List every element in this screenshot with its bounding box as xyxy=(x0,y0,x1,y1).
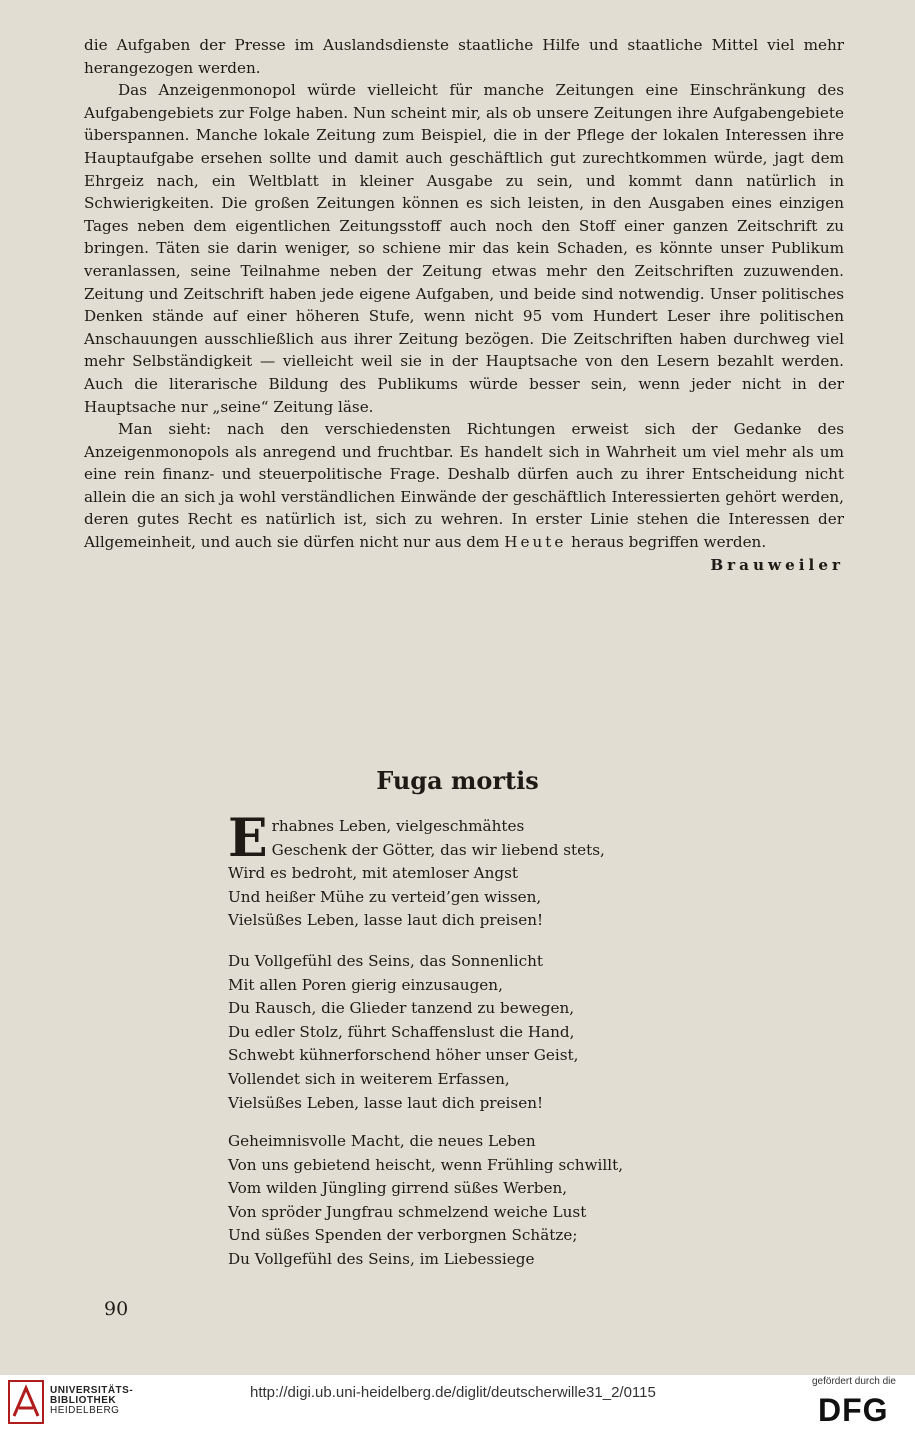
paragraph-2: Das Anzeigenmonopol würde vielleicht für manche Zeitungen eine Einschränkung des Aufgabengebiets zur Folge haben. Nun scheint mir, als ob unsere Zeitungen ihre Aufgabengebiete überspannen. Manche lokale Zeitung zum Beispiel, die in der Pflege der lokalen Interessen ihre Hauptaufgabe ersehen sollte und damit auch geschäftlich gut zurechtkommen würde, jagt dem Ehrgeiz nach, ein Weltblatt in kleiner Ausgabe zu sein, und kommt dann natürlich in Schwierigkeiten. Die großen Zeitungen können es sich leisten, in den Ausgaben eines einzigen Tages neben dem eigentlichen Zeitungsstoff auch noch den Stoff einer ganzen Zeitschrift zu bringen. Täten sie darin weniger, so schiene mir das kein Schaden, es könnte unser Publikum veranlassen, seine Teilnahme neben der Zeitung etwas mehr den Zeitschriften zuzuwenden. Zeitung und Zeitschrift haben jede eigene Aufgaben, und beide sind notwendig. Unser politisches Denken stände auf einer höheren Stufe, wenn nicht 95 vom Hundert Leser ihre politischen Anschauungen ausschließlich aus ihrer Zeitung bezögen. Die Zeitschriften haben durchweg viel mehr Selbständigkeit — vielleicht weil sie in der Hauptsache von den Lesern bezahlt werden. Auch die literarische Bildung des Publikums würde besser sein, wenn jeder nicht in der Hauptsache nur „seine“ Zeitung läse. xyxy=(84,81,844,416)
essay-text xyxy=(84,34,844,576)
poem-stanza-2 xyxy=(228,950,788,1115)
institution-line-2: BIBLIOTHEK xyxy=(50,1395,117,1406)
institution-line-3: HEIDELBERG xyxy=(50,1405,120,1416)
funding-note: gefördert durch die xyxy=(812,1376,896,1387)
poem-line: Vielsüßes Leben, lasse laut dich preisen! xyxy=(228,1093,544,1112)
paragraph-3-text: Man sieht: nach den verschiedensten Richtungen erweist sich der Gedanke des Anzeigenmonopols als anregend und fruchtbar. Es handelt sich in Wahrheit um viel mehr als um eine rein finanz- und steuerpolitische Frage. Deshalb dürfen auch zu ihrer Entscheidung nicht allein die an sich ja wohl verständlichen Einwände der geschäftlich Interessierten gehört werden, deren gutes Recht es natürlich ist, sich zu wehren. In erster Linie stehen die Interessen der Allgemeinheit, und auch sie dürfen nicht nur aus dem xyxy=(84,420,844,552)
poem-line: Geheimnisvolle Macht, die neues Leben xyxy=(228,1132,536,1150)
poem-line: Du Rausch, die Glieder tanzend zu bewegen, xyxy=(228,999,575,1018)
poem-line: Du Vollgefühl des Seins, das Sonnenlicht xyxy=(228,952,543,970)
poem-line: Von uns gebietend heischt, wenn Frühling schwillt, xyxy=(228,1155,624,1174)
university-library-name xyxy=(50,1386,133,1416)
poem-stanza-1 xyxy=(228,808,788,933)
poem-line: Geschenk der Götter, das wir liebend stets, xyxy=(271,840,605,859)
permalink-url[interactable]: http://digi.ub.uni-heidelberg.de/diglit/deutscherwille31_2/0115 xyxy=(250,1384,656,1401)
poem-stanza-3 xyxy=(228,1130,788,1272)
poem-title: Fuga mortis xyxy=(376,766,539,795)
poem-line: Von spröder Jungfrau schmelzend weiche Lust xyxy=(228,1202,587,1221)
author-signature: Brauweiler xyxy=(710,555,844,574)
paragraph-3 xyxy=(84,418,844,574)
institution-line-1: UNIVERSITÄTS- xyxy=(50,1385,134,1396)
drop-cap: E xyxy=(228,808,268,869)
poem-line: Und heißer Mühe zu verteid’gen wissen, xyxy=(228,887,542,906)
poem-line: Mit allen Poren gierig einzusaugen, xyxy=(228,975,503,994)
poem-line: Schwebt kühnerforschend höher unser Geist, xyxy=(228,1046,579,1065)
emphasized-word: Heute xyxy=(504,533,567,552)
dfg-logo: DFG xyxy=(818,1392,889,1428)
poem-line: Du Vollgefühl des Seins, im Liebessiege xyxy=(228,1249,535,1268)
poem-line: Vollendet sich in weiterem Erfassen, xyxy=(228,1069,510,1088)
poem-line: rhabnes Leben, vielgeschmähtes xyxy=(271,817,525,835)
poem-line: Du edler Stolz, führt Schaffenslust die Hand, xyxy=(228,1022,575,1041)
poem-line: Und süßes Spenden der verborgnen Schätze; xyxy=(228,1226,578,1245)
paragraph-3-end: heraus begriffen werden. xyxy=(571,533,767,552)
paragraph-1: die Aufgaben der Presse im Auslandsdienste staatliche Hilfe und staatliche Mittel viel mehr herangezogen werden. xyxy=(84,36,844,77)
page-number: 90 xyxy=(104,1298,129,1320)
university-library-logo-icon xyxy=(8,1380,44,1424)
poem-line: Vom wilden Jüngling girrend süßes Werben, xyxy=(228,1179,568,1198)
poem-line: Vielsüßes Leben, lasse laut dich preisen! xyxy=(228,911,544,930)
poem-line: Wird es bedroht, mit atemloser Angst xyxy=(228,864,518,883)
